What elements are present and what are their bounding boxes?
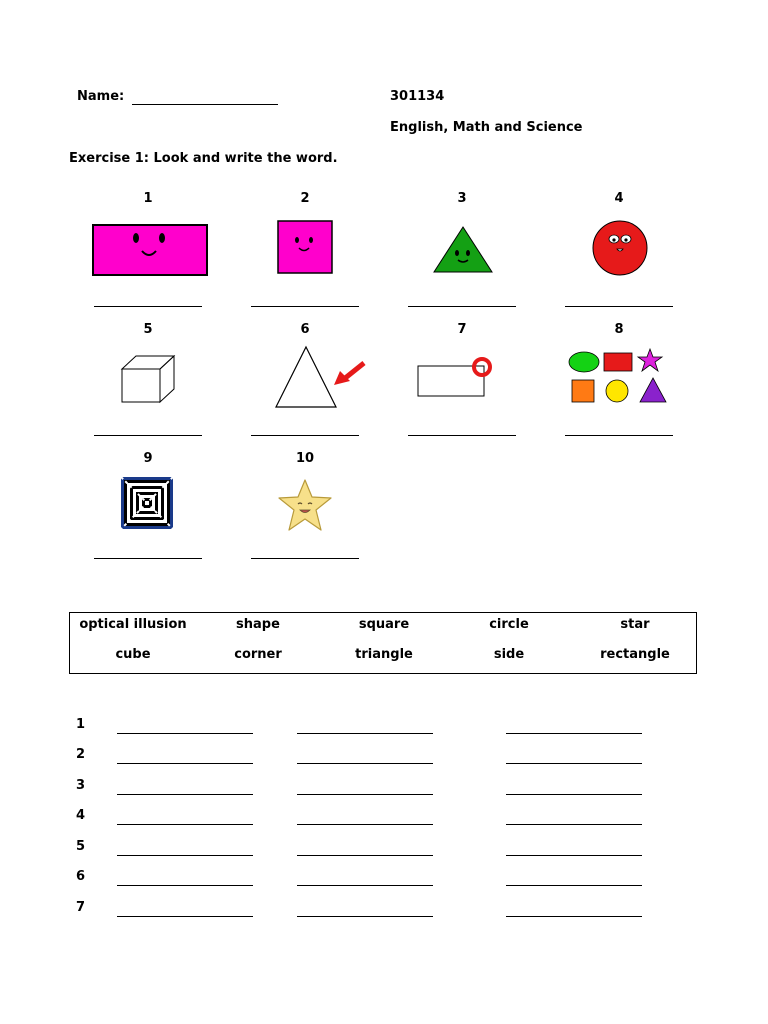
shapes-group-icon [566,348,670,404]
answer-line[interactable] [506,824,642,825]
answer-line[interactable] [297,916,433,917]
word-bank-word: side [493,647,525,662]
triangle-face-icon [433,226,493,274]
name-label: Name: [77,89,125,104]
rectangle-corner-icon [416,352,496,400]
circle-face-icon [590,219,650,277]
row-number: 3 [76,778,86,793]
item-number: 6 [300,322,310,337]
answer-line[interactable] [117,763,253,764]
answer-line[interactable] [117,916,253,917]
answer-line[interactable] [506,794,642,795]
row-number: 5 [76,839,86,854]
word-bank-word: rectangle [600,647,670,662]
answer-blank-7[interactable] [408,435,516,436]
word-bank-word: cube [115,647,151,662]
answer-blank-3[interactable] [408,306,516,307]
item-number: 7 [457,322,467,337]
rectangle-face-icon [92,224,208,276]
answer-line[interactable] [297,763,433,764]
answer-blank-9[interactable] [94,558,202,559]
row-number: 2 [76,747,86,762]
answer-line[interactable] [506,916,642,917]
word-bank-word: corner [234,647,282,662]
word-bank-word: optical illusion [79,617,187,632]
cube-icon [120,354,176,404]
item-number: 8 [614,322,624,337]
word-bank-word: triangle [355,647,413,662]
word-bank-word: circle [489,617,529,632]
exercise-title: Exercise 1: Look and write the word. [69,151,338,166]
item-number: 1 [143,191,153,206]
answer-line[interactable] [297,885,433,886]
triangle-side-icon [274,345,370,409]
optical-illusion-icon [121,477,173,529]
item-number: 2 [300,191,310,206]
worksheet-code: 301134 [390,89,445,104]
answer-line[interactable] [117,824,253,825]
answer-line[interactable] [506,763,642,764]
answer-blank-5[interactable] [94,435,202,436]
item-number: 5 [143,322,153,337]
star-face-icon [276,478,334,534]
answer-blank-4[interactable] [565,306,673,307]
answer-blank-10[interactable] [251,558,359,559]
item-number: 9 [143,451,153,466]
item-number: 4 [614,191,624,206]
word-bank-word: square [358,617,410,632]
answer-line[interactable] [506,885,642,886]
square-face-icon [277,220,333,274]
item-number: 3 [457,191,467,206]
answer-line[interactable] [117,794,253,795]
answer-line[interactable] [506,855,642,856]
subject-title: English, Math and Science [390,120,583,135]
row-number: 6 [76,869,86,884]
row-number: 4 [76,808,86,823]
answer-line[interactable] [297,733,433,734]
word-bank-word: star [620,617,650,632]
answer-blank-6[interactable] [251,435,359,436]
item-number: 10 [295,451,315,466]
answer-line[interactable] [297,855,433,856]
row-number: 7 [76,900,86,915]
answer-line[interactable] [506,733,642,734]
answer-line[interactable] [117,885,253,886]
answer-blank-2[interactable] [251,306,359,307]
name-blank[interactable] [132,104,278,105]
answer-line[interactable] [297,824,433,825]
answer-blank-8[interactable] [565,435,673,436]
answer-line[interactable] [297,794,433,795]
word-bank-word: shape [236,617,280,632]
answer-line[interactable] [117,733,253,734]
answer-line[interactable] [117,855,253,856]
answer-blank-1[interactable] [94,306,202,307]
row-number: 1 [76,717,86,732]
word-bank [69,612,697,674]
